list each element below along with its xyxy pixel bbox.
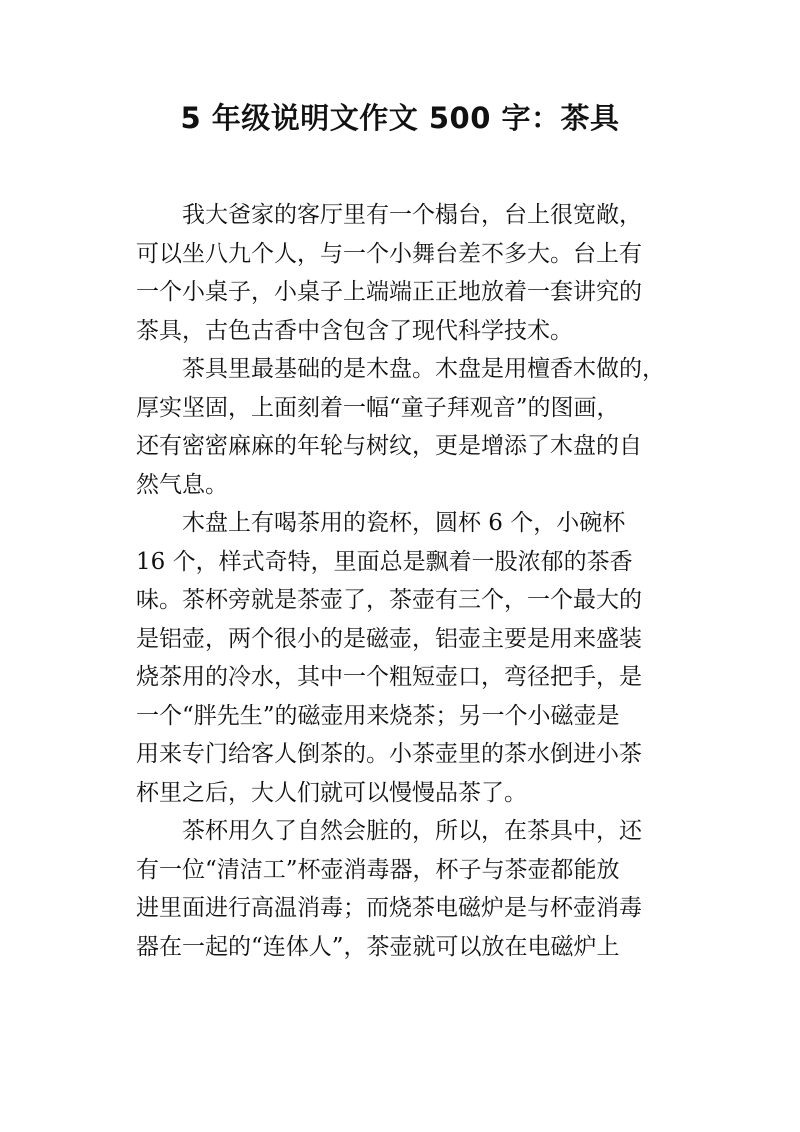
document-title: 5 年级说明文作文 500 字：茶具 xyxy=(180,101,620,135)
text-line: 杯里之后，大人们就可以慢慢品茶了。 xyxy=(136,779,527,806)
text-line: 一个“胖先生”的磁壶用来烧茶；另一个小磁壶是 xyxy=(136,702,620,729)
text-line: 味。茶杯旁就是茶壶了，茶壶有三个，一个最大的 xyxy=(136,587,642,613)
text-line: 有一位“清洁工”杯壶消毒器，杯子与茶壶都能放 xyxy=(136,856,620,883)
text-line: 可以坐八九个人，与一个小舞台差不多大。台上有 xyxy=(136,240,642,267)
paragraph-4 xyxy=(136,812,666,966)
text-line: 茶具，古色古香中含包含了现代科学技术。 xyxy=(136,317,573,344)
text-line: 木盘上有喝茶用的瓷杯，圆杯 6 个，小碗杯 xyxy=(182,510,626,536)
text-line: 16 个，样式奇特，里面总是飘着一股浓郁的茶香 xyxy=(136,548,633,575)
text-line: 我大爸家的客厅里有一个榻台，台上很宽敞， xyxy=(182,202,642,228)
text-line: 是铝壶，两个很小的是磁壶，铝壶主要是用来盛装 xyxy=(136,625,642,652)
text-line: 还有密密麻麻的年轮与树纹，更是增添了木盘的自 xyxy=(136,433,642,459)
text-line: 器在一起的“连体人”，茶壶就可以放在电磁炉上 xyxy=(136,933,620,960)
text-line: 然气息。 xyxy=(136,471,228,498)
paragraph-3 xyxy=(136,504,666,812)
text-line: 厚实坚固，上面刻着一幅“童子拜观音”的图画， xyxy=(136,394,620,421)
text-line: 一个小桌子，小桌子上端端正正地放着一套讲究的 xyxy=(136,279,642,305)
paragraph-2 xyxy=(136,350,666,504)
text-line: 用来专门给客人倒茶的。小茶壶里的茶水倒进小茶 xyxy=(136,741,642,767)
text-line: 茶具里最基础的是木盘。木盘是用檀香木做的， xyxy=(182,356,665,382)
text-line: 烧茶用的冷水，其中一个粗短壶口，弯径把手，是 xyxy=(136,664,642,690)
text-line: 进里面进行高温消毒；而烧茶电磁炉是与杯壶消毒 xyxy=(136,895,642,921)
text-line: 茶杯用久了自然会脏的，所以，在茶具中，还 xyxy=(182,818,642,844)
paragraph-1 xyxy=(136,196,666,350)
document-body xyxy=(136,196,666,966)
